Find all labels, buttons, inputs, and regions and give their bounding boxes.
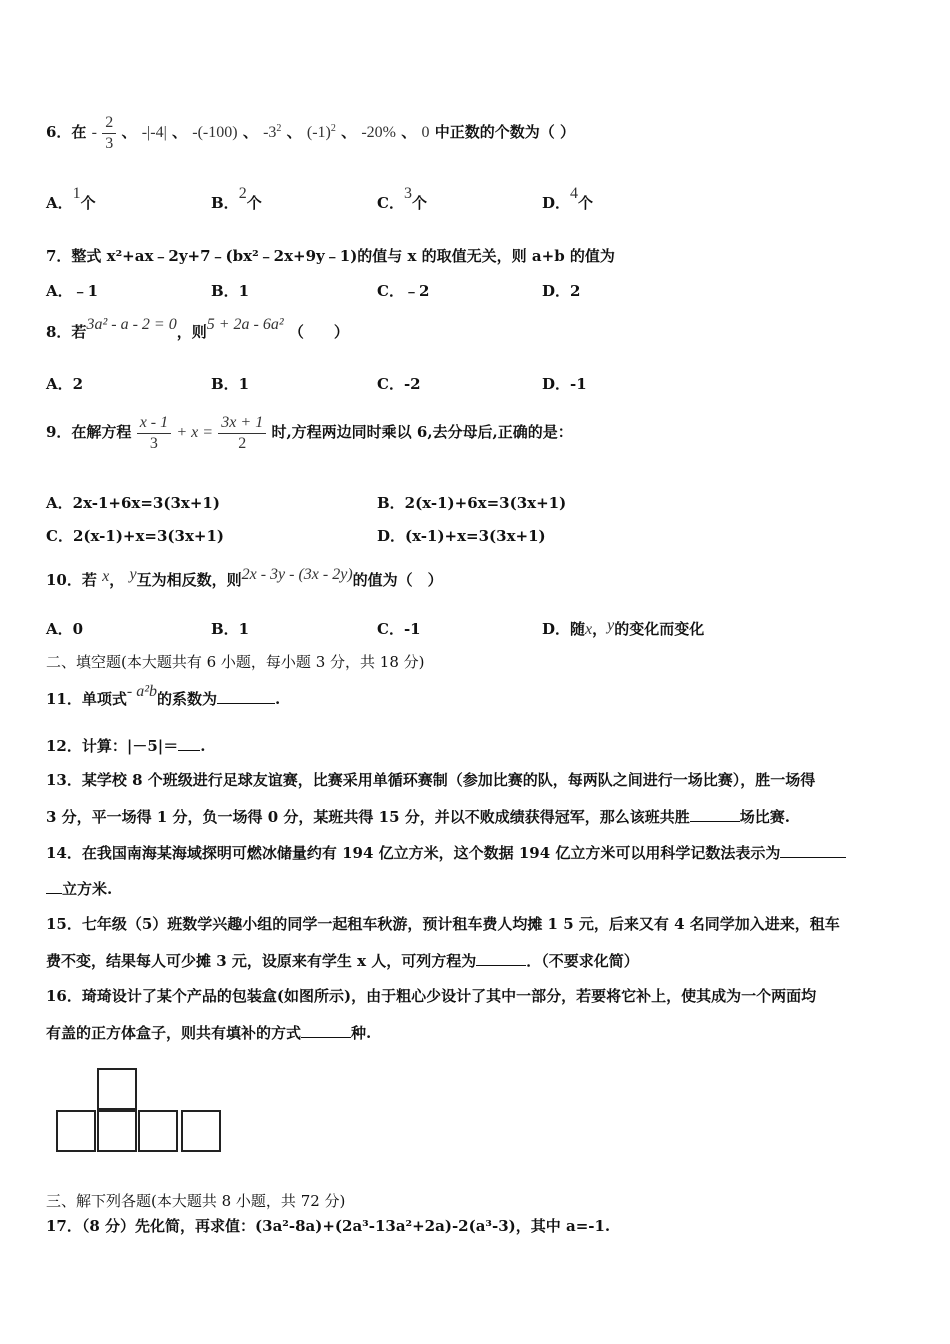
q10-optd-pre: D．随 — [542, 620, 586, 638]
option-unit: 个 — [411, 194, 427, 212]
q6-item-zero: 0 — [421, 124, 430, 141]
q10-sep: ， — [109, 571, 125, 589]
q9-frac1-numerator: x - 1 — [137, 413, 171, 434]
q9-fraction-right — [218, 413, 266, 454]
q6-item-percent: -20% — [361, 124, 396, 141]
q6-item-neg3: -3 — [263, 124, 277, 141]
q9-number: 9．在解方程 — [46, 423, 132, 441]
q9-option-b: B．2(x-1)+6x=3(3x+1) — [377, 494, 567, 512]
question-16-line-1: 16．琦琦设计了某个产品的包装盒(如图所示)，由于粗心少设计了其中一部分，若要将它补上，使其成为一个两面均 — [46, 987, 817, 1005]
q6-option-a — [46, 185, 96, 213]
q11-tail: 的系数为 — [157, 690, 218, 708]
q8-option-b: B．1 — [211, 375, 250, 393]
q11-pre: 11．单项式 — [46, 690, 127, 708]
q8-paren: （ ） — [288, 323, 349, 341]
q6-fraction — [102, 113, 116, 154]
q11-end: . — [275, 690, 281, 708]
q6-number: 6．在 — [46, 123, 87, 141]
q12-end: . — [200, 737, 206, 755]
q9-frac2-denominator: 2 — [238, 434, 247, 452]
q7-option-c: C．﹣2 — [377, 282, 430, 300]
question-9 — [46, 407, 573, 457]
q8-then: ，则 — [176, 323, 207, 341]
q8-option-d: D．-1 — [542, 375, 587, 393]
q14-line1-text: 14．在我国南海某海域探明可燃冰储量约有 194 亿立方米，这个数据 194 亿立方米可以用科学记数法表示为 — [46, 844, 781, 862]
q6-item-neg100: -(-100) — [192, 124, 238, 141]
q8-expression: 5 + 2a - 6a² — [206, 316, 284, 333]
q6-sep: 、 — [242, 123, 258, 141]
section-3-heading: 三、解下列各题(本大题共 8 小题，共 72 分) — [46, 1192, 346, 1210]
question-13-line-2 — [46, 807, 790, 827]
q8-equation: 3a² - a - 2 = 0 — [86, 316, 177, 333]
question-15-line-1: 15．七年级（5）班数学兴趣小组的同学一起租车秋游，预计租车费人均摊 1 5 元，后来又有 4 名同学加入进来，租车 — [46, 915, 840, 933]
question-6 — [46, 104, 575, 154]
option-label: D． — [542, 194, 571, 212]
q6-exponent: 2 — [276, 123, 282, 134]
option-label: A． — [46, 194, 73, 212]
q11-answer-blank[interactable] — [217, 689, 275, 704]
q6-exponent: 2 — [330, 123, 336, 134]
q12-answer-blank[interactable] — [178, 736, 200, 751]
q10-optd-sep: ， — [592, 620, 608, 638]
q10-option-c: C．-1 — [377, 620, 421, 638]
q10-optd-x: x — [585, 621, 593, 638]
q9-option-a: A．2x-1+6x=3(3x+1) — [46, 494, 220, 512]
option-value: 1 — [72, 185, 81, 202]
question-15-line-2 — [46, 951, 639, 971]
q8-option-a: A．2 — [46, 375, 84, 393]
q10-option-d — [542, 618, 704, 639]
option-value: 4 — [570, 185, 579, 202]
question-13-line-1: 13．某学校 8 个班级进行足球友谊赛，比赛采用单循环赛制（参加比赛的队，每两队之间进行一场比赛），胜一场得 — [46, 771, 816, 789]
q8-number: 8．若 — [46, 323, 87, 341]
question-14-line-1 — [46, 843, 846, 863]
q16-line2-end: 种. — [351, 1024, 372, 1042]
q9-frac2-numerator: 3x + 1 — [218, 413, 266, 434]
q10-mid: 互为相反数，则 — [136, 571, 242, 589]
q6-tail: 中正数的个数为（ ） — [434, 123, 575, 141]
q6-sep: 、 — [401, 123, 417, 141]
question-12 — [46, 736, 205, 756]
q15-line2-end: ．（不要求化简） — [526, 952, 639, 970]
q6-item-abs: -|-4| — [141, 124, 167, 141]
question-17: 17．（8 分）先化简，再求值：(3a²-8a)+(2a³-13a²+2a)-2(a³-3)，其中 a=-1. — [46, 1217, 611, 1235]
net-square-top — [97, 1068, 137, 1110]
net-square-4 — [181, 1110, 221, 1152]
q11-monomial: - a²b — [126, 683, 157, 700]
net-square-3 — [138, 1110, 178, 1152]
q8-option-c: C．-2 — [377, 375, 421, 393]
question-11 — [46, 683, 281, 710]
q13-answer-blank[interactable] — [690, 807, 740, 822]
option-label: C． — [377, 194, 404, 212]
q6-frac-denominator: 3 — [105, 134, 114, 152]
q6-frac-numerator: 2 — [102, 113, 116, 134]
q9-option-d: D．(x-1)+x=3(3x+1) — [377, 527, 546, 545]
q12-pre: 12．计算：|－5|＝ — [46, 737, 179, 755]
q13-line2-end: 场比赛. — [739, 808, 790, 826]
option-unit: 个 — [578, 194, 594, 212]
net-square-2 — [97, 1110, 137, 1152]
q10-optd-tail: 的变化而变化 — [614, 620, 705, 638]
question-16-line-2 — [46, 1023, 371, 1043]
q9-option-c: C．2(x-1)+x=3(3x+1) — [46, 527, 225, 545]
option-label: B． — [211, 194, 239, 212]
q6-item-neg1: (-1) — [306, 124, 331, 141]
q15-line2-pre: 费不变，结果每人可少摊 3 元，设原来有学生 x 人，可列方程为 — [46, 952, 477, 970]
q16-line2-pre: 有盖的正方体盒子，则共有填补的方式 — [46, 1024, 302, 1042]
q14-line2-end: 立方米. — [62, 880, 113, 898]
q10-var-y: y — [129, 566, 137, 583]
q6-sep: 、 — [286, 123, 302, 141]
q6-sep: 、 — [341, 123, 357, 141]
question-10 — [46, 566, 443, 591]
option-unit: 个 — [80, 194, 96, 212]
question-14-line-2 — [46, 879, 112, 899]
net-square-1 — [56, 1110, 96, 1152]
question-7: 7．整式 x²+ax﹣2y+7﹣(bx²﹣2x+9y﹣1)的值与 x 的取值无关，则 a+b 的值为 — [46, 247, 615, 265]
q9-tail: 时,方程两边同时乘以 6,去分母后,正确的是： — [271, 423, 573, 441]
q13-line2-pre: 3 分，平一场得 1 分，负一场得 0 分，某班共得 15 分，并以不败成绩获得冠军，那么该班共胜 — [46, 808, 690, 826]
option-unit: 个 — [246, 194, 262, 212]
q10-var-x: x — [102, 568, 110, 585]
q10-option-b: B．1 — [211, 620, 250, 638]
q10-expression: 2x - 3y - (3x - 2y) — [241, 566, 353, 583]
q7-option-a: A．﹣1 — [46, 282, 99, 300]
q14-answer-blank-2[interactable] — [46, 879, 62, 894]
q7-option-d: D．2 — [542, 282, 581, 300]
q15-answer-blank[interactable] — [476, 951, 526, 966]
question-8 — [46, 316, 349, 343]
q6-option-c — [377, 185, 427, 213]
q6-sep: 、 — [172, 123, 188, 141]
q10-option-a: A．0 — [46, 620, 84, 638]
option-value: 3 — [403, 185, 412, 202]
q9-frac1-denominator: 3 — [149, 434, 158, 452]
q6-sep: 、 — [121, 123, 137, 141]
section-2-heading: 二、填空题(本大题共有 6 小题，每小题 3 分，共 18 分) — [46, 653, 425, 671]
q7-option-b: B．1 — [211, 282, 250, 300]
q6-option-b — [211, 185, 262, 213]
q6-option-d — [542, 185, 594, 213]
option-value: 2 — [238, 185, 247, 202]
q9-fraction-left — [137, 413, 171, 454]
q10-tail: 的值为（ ） — [352, 571, 443, 589]
q9-plus-x: + x = — [176, 424, 214, 441]
q10-optd-y: y — [607, 617, 615, 634]
q16-answer-blank[interactable] — [301, 1023, 351, 1038]
q14-answer-blank-1[interactable] — [780, 843, 846, 858]
q6-minus-sign: - — [91, 124, 97, 141]
q10-number: 10．若 — [46, 571, 97, 589]
